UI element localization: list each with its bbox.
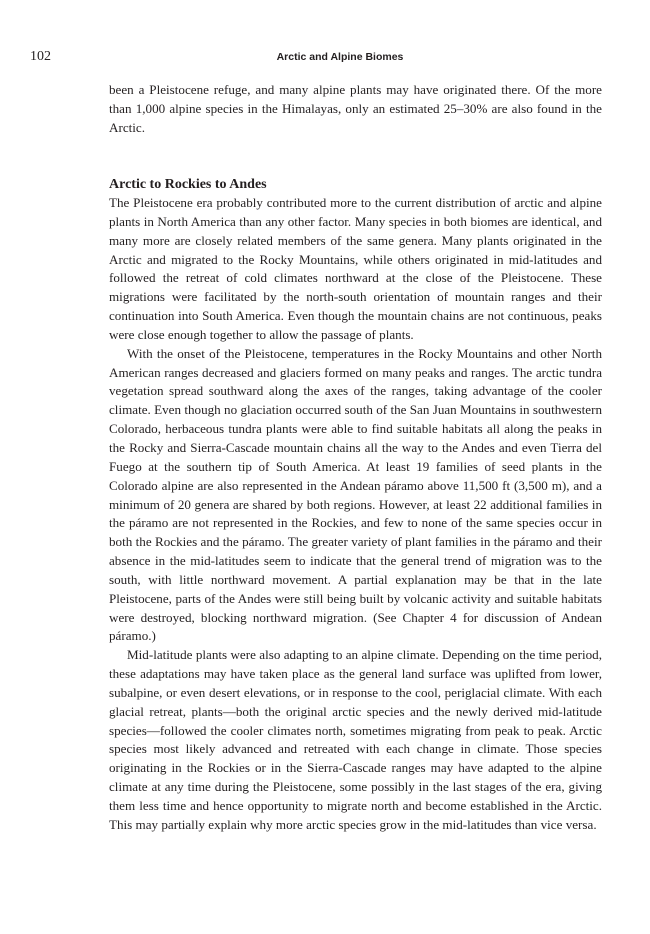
running-title: Arctic and Alpine Biomes	[276, 51, 404, 63]
intro-paragraph: been a Pleistocene refuge, and many alpine plants may have originated there. Of the more than 1,000 alpine species in the Himalayas, only an estimated 25–30% are also found in the Arctic.	[109, 82, 602, 135]
body-paragraph-2: With the onset of the Pleistocene, temperatures in the Rocky Mountains and other North American ranges decreased and glaciers formed on many peaks and ranges. The arctic tundra vegetation spread southward along the axes of the ranges, taking advantage of the cooler climate. Even though no glaciation occurred south of the San Juan Mountains in southwestern Colorado, herbaceous tundra plants were able to find suitable habitats all along the peaks in the Rocky and Sierra-Cascade mountain chains all the way to the Andes and even Tierra del Fuego at the southern tip of South America. At least 19 families of seed plants in the Colorado alpine are also represented in the Andean páramo above 11,500 ft (3,500 m), and a minimum of 20 genera are shared by both regions. However, at least 22 additional families in the páramo are not represented in the Rockies, and few to none of the same species occur in both the Rockies and the páramo. The greater variety of plant families in the páramo and their absence in the mid-latitudes seem to indicate that the general trend of migration was to the south, with little northward movement. A partial explanation may be that in the late Pleistocene, parts of the Andes were still being built by volcanic activity and suitable habitats were destroyed, blocking northward migration. (See Chapter 4 for discussion of Andean páramo.)	[109, 345, 602, 644]
body-paragraph-3: Mid-latitude plants were also adapting to an alpine climate. Depending on the time period, these adaptations may have taken place as the general land surface was uplifted from lower, subalpine, or even desert elevations, or in response to the cool, periglacial climate. With each glacial retreat, plants—both the original arctic species and the newly derived mid-latitude species—followed the cooler climates north, sometimes migrating from peak to peak. Arctic species most likely advanced and retreated with each change in climate. Those species originating in the Rockies or in the Sierra-Cascade ranges may have adapted to the alpine climate at any time during the Pleistocene, some possibly in the last stages of the era, giving them less time and hence opportunity to migrate north and become established in the Arctic. This may partially explain why more arctic species grow in the mid-latitudes than vice versa.	[109, 647, 602, 832]
intro-text	[109, 81, 602, 138]
body-paragraph-1: The Pleistocene era probably contributed more to the current distribution of arctic and alpine plants in North America than any other factor. Many species in both biomes are identical, and many more are closely related members of the same genera. Many plants originated in the Arctic and migrated to the Rocky Mountains, while others originated in mid-latitudes and followed the retreat of cold climates northward at the close of the Pleistocene. These migrations were facilitated by the north-south orientation of mountain ranges and their continuation into South America. Even though the mountain chains are not continuous, peaks were close enough together to allow the passage of plants.	[109, 195, 602, 342]
section-heading: Arctic to Rockies to Andes	[109, 177, 267, 192]
section-arctic-rockies-andes	[109, 175, 602, 835]
page-number: 102	[30, 49, 51, 64]
